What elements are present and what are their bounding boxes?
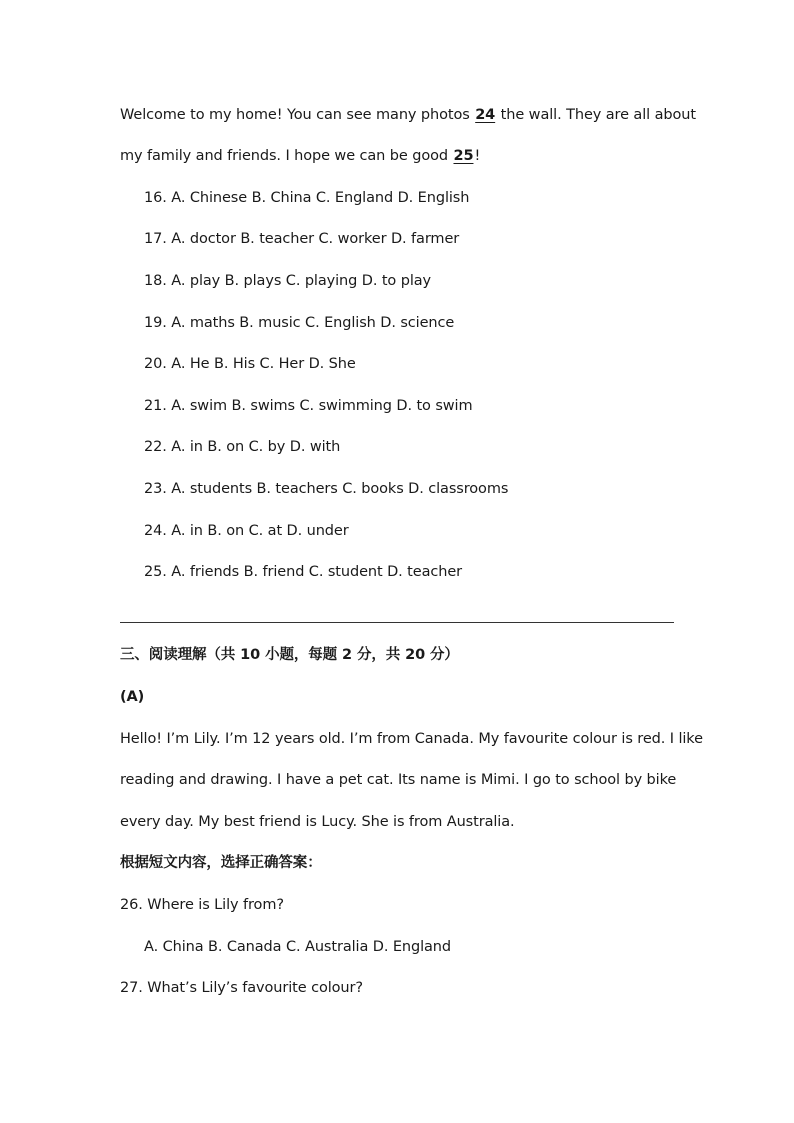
passage-text: the wall. They are all about — [496, 107, 696, 123]
reading-line-3: every day. My best friend is Lucy. She is from Australia. — [120, 814, 515, 830]
option-line-21: 21. A. swim B. swims C. swimming D. to swim — [144, 398, 473, 414]
passage-line-2 — [120, 146, 480, 166]
reading-line-2: reading and drawing. I have a pet cat. Its name is Mimi. I go to school by bike — [120, 772, 677, 788]
passage-text: my family and friends. I hope we can be good — [120, 148, 453, 164]
blank-25: 25 — [453, 148, 474, 164]
section-divider — [120, 622, 674, 623]
option-line-23: 23. A. students B. teachers C. books D. classrooms — [144, 481, 509, 497]
option-line-20: 20. A. He B. His C. Her D. She — [144, 356, 356, 372]
option-line-19: 19. A. maths B. music C. English D. science — [144, 315, 455, 331]
reading-instruction: 根据短文内容，选择正确答案： — [120, 855, 322, 871]
option-line-16: 16. A. Chinese B. China C. England D. English — [144, 190, 470, 206]
option-line-24: 24. A. in B. on C. at D. under — [144, 523, 349, 539]
passage-line-1 — [120, 105, 696, 125]
question-26: 26. Where is Lily from? — [120, 897, 284, 913]
option-line-22: 22. A. in B. on C. by D. with — [144, 439, 341, 455]
option-line-17: 17. A. doctor B. teacher C. worker D. farmer — [144, 231, 460, 247]
part-label: (A) — [120, 689, 145, 705]
reading-line-1: Hello! I’m Lily. I’m 12 years old. I’m from Canada. My favourite colour is red. I like — [120, 731, 703, 747]
section-heading: 三、阅读理解（共 10 小题，每题 2 分，共 20 分） — [120, 647, 459, 663]
option-line-18: 18. A. play B. plays C. playing D. to play — [144, 273, 432, 289]
blank-24: 24 — [475, 107, 496, 123]
option-line-25: 25. A. friends B. friend C. student D. teacher — [144, 564, 463, 580]
question-26-options: A. China B. Canada C. Australia D. England — [144, 939, 451, 955]
passage-text: ! — [474, 148, 481, 164]
passage-text: Welcome to my home! You can see many photos — [120, 107, 475, 123]
question-27: 27. What’s Lily’s favourite colour? — [120, 980, 363, 996]
